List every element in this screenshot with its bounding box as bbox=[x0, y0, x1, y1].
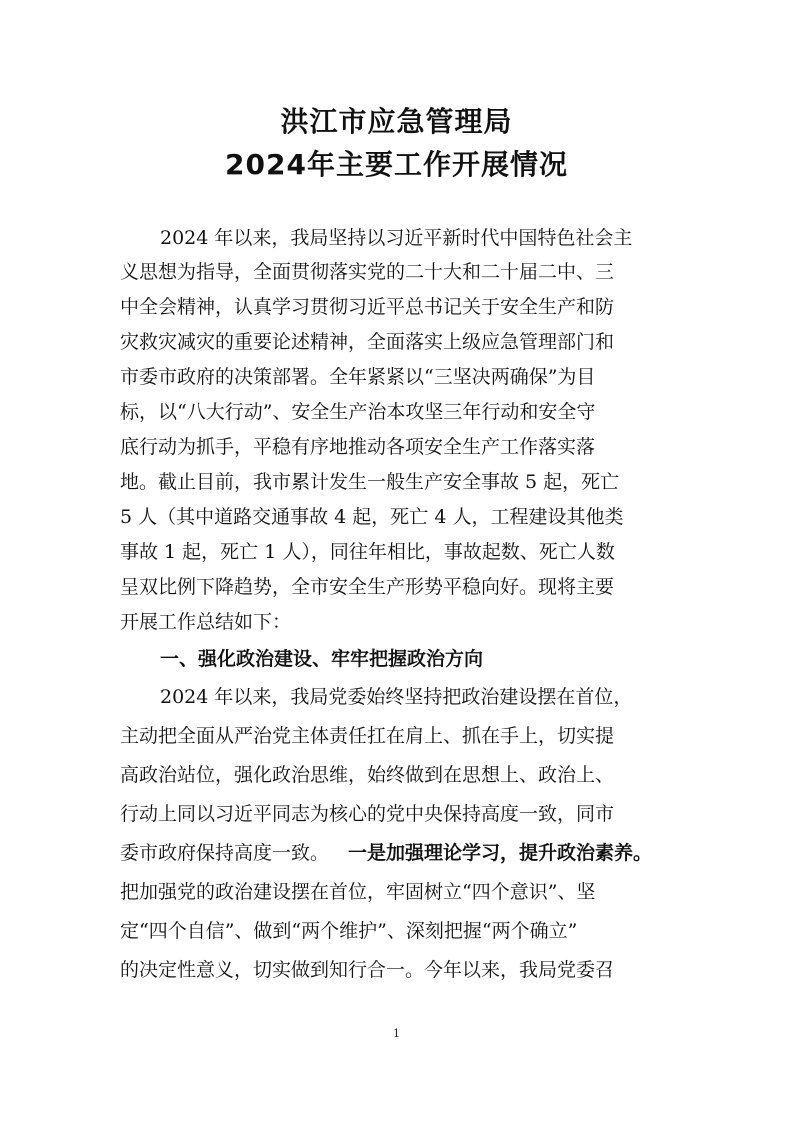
line-text: 5 人（其中道路交通事故 4 起，死亡 4 人，工程建设其他类 bbox=[120, 506, 624, 528]
line-text: 中全会精神，认真学习贯彻习近平总书记关于安全生产和防 bbox=[120, 296, 615, 318]
paragraph-line bbox=[0, 429, 793, 465]
line-text: 灾救灾减灾的重要论述精神，全面落实上级应急管理部门和 bbox=[120, 331, 615, 353]
line-text: 委市政府保持高度一致。 bbox=[120, 842, 330, 864]
paragraph-line bbox=[0, 254, 793, 290]
paragraph-line bbox=[0, 874, 793, 910]
paragraph-line bbox=[0, 604, 793, 640]
paragraph-line bbox=[0, 718, 793, 754]
paragraph-line bbox=[0, 464, 793, 500]
paragraph-line bbox=[0, 534, 793, 570]
line-text: 底行动为抓手，平稳有序地推动各项安全生产工作落实落 bbox=[120, 436, 596, 458]
paragraph-line bbox=[0, 569, 793, 605]
document-title-line-1: 洪江市应急管理局 bbox=[280, 105, 513, 138]
line-text: 2024 年以来，我局坚持以习近平新时代中国特色社会主 bbox=[160, 227, 633, 249]
paragraph-line bbox=[0, 289, 793, 325]
line-text: 高政治站位，强化政治思维，始终做到在思想上、政治上、 bbox=[120, 764, 615, 786]
paragraph-line bbox=[0, 499, 793, 535]
paragraph-line bbox=[0, 835, 793, 871]
line-text: 事故 1 起，死亡 1 人），同往年相比，事故起数、死亡人数 bbox=[120, 541, 615, 563]
line-text: 地。截止目前，我市累计发生一般生产安全事故 5 起，死亡 bbox=[120, 471, 620, 493]
paragraph-line bbox=[0, 359, 793, 395]
paragraph-line bbox=[0, 757, 793, 793]
line-text: 2024 年以来，我局党委始终坚持把政治建设摆在首位， bbox=[160, 686, 633, 708]
line-text: 义思想为指导，全面贯彻落实党的二十大和二十届二中、三 bbox=[120, 261, 615, 283]
line-text: 开展工作总结如下： bbox=[120, 611, 292, 633]
emphasis-text: 一是加强理论学习，提升政治素养。 bbox=[348, 842, 653, 864]
line-text: 行动上同以习近平同志为核心的党中央保持高度一致，同市 bbox=[120, 803, 615, 825]
line-text: 标，以“八大行动”、安全生产治本攻坚三年行动和安全守 bbox=[120, 401, 596, 423]
line-text: 主动把全面从严治党主体责任扛在肩上、抓在手上，切实提 bbox=[120, 725, 615, 747]
paragraph-line bbox=[0, 679, 793, 715]
page-number: 1 bbox=[393, 1027, 400, 1040]
paragraph-line bbox=[0, 796, 793, 832]
line-text: 把加强党的政治建设摆在首位，牢固树立“四个意识”、坚 bbox=[120, 881, 596, 903]
paragraph-line bbox=[0, 220, 793, 256]
line-text: 定“四个自信”、做到“两个维护”、深刻把握“两个确立” bbox=[120, 920, 578, 942]
section-heading-text: 一、强化政治建设、牢牢把握政治方向 bbox=[160, 648, 484, 670]
line-text: 市委市政府的决策部署。全年紧紧以“三坚决两确保”为目 bbox=[120, 366, 596, 388]
paragraph-line bbox=[0, 394, 793, 430]
line-text: 的决定性意义，切实做到知行合一。今年以来，我局党委召 bbox=[120, 959, 615, 981]
line-text: 呈双比例下降趋势，全市安全生产形势平稳向好。现将主要 bbox=[120, 576, 615, 598]
document-title-line-2: 2024年主要工作开展情况 bbox=[225, 148, 568, 181]
paragraph-line bbox=[0, 952, 793, 988]
section-heading bbox=[0, 641, 793, 677]
paragraph-line bbox=[0, 913, 793, 949]
paragraph-line bbox=[0, 324, 793, 360]
